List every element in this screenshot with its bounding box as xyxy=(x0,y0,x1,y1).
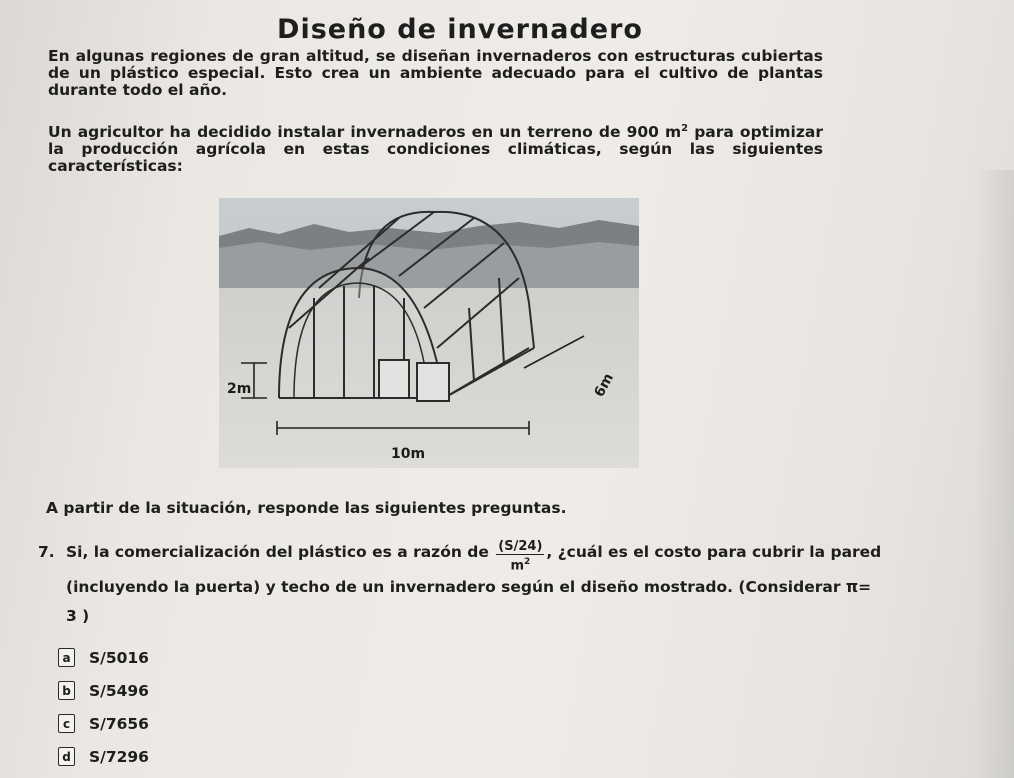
question-text-before: Si, la comercialización del plástico es a razón de xyxy=(66,543,495,561)
area-exponent: 2 xyxy=(681,123,689,134)
page-title: Diseño de invernadero xyxy=(277,14,643,45)
option-text: S/5496 xyxy=(89,681,149,700)
price-fraction xyxy=(496,540,544,573)
option-c[interactable] xyxy=(58,707,149,740)
depth-label: 6m xyxy=(591,370,617,400)
area-value: 900 xyxy=(626,123,659,142)
greenhouse-figure xyxy=(219,198,639,468)
question-7 xyxy=(38,538,883,631)
intro-p2-before: Un agricultor ha decidido instalar invernaderos en un terreno de xyxy=(48,123,627,142)
option-d[interactable] xyxy=(58,740,149,773)
intro-paragraph-2 xyxy=(48,120,823,175)
option-letter-box: b xyxy=(58,681,75,700)
fraction-denominator-unit: m xyxy=(510,558,524,573)
length-label: 10m xyxy=(391,446,426,462)
option-letter-box: a xyxy=(58,648,75,667)
instructions: A partir de la situación, responde las siguientes preguntas. xyxy=(46,499,567,517)
greenhouse-illustration xyxy=(219,198,639,468)
fraction-denominator xyxy=(496,555,544,573)
question-text xyxy=(66,538,883,631)
answer-options xyxy=(58,641,149,773)
question-text-after: , ¿cuál es el costo para cubrir la pared (incluyendo la puerta) y techo de un invernadero según el diseño mostrado. (Considerar π= 3 ) xyxy=(66,543,882,625)
option-letter-box: c xyxy=(58,714,75,733)
area-unit: m xyxy=(665,123,682,142)
page-edge-shadow xyxy=(974,170,1014,778)
fraction-numerator: (S/24) xyxy=(498,538,543,554)
intro-paragraph-1: En algunas regiones de gran altitud, se diseñan invernaderos con estructuras cubiertas de un plástico especial. Esto crea un ambiente adecuado para el cultivo de plantas durante todo el año. xyxy=(48,47,823,99)
height-label: 2m xyxy=(227,381,252,397)
option-text: S/7296 xyxy=(89,747,149,766)
option-letter-box: d xyxy=(58,747,75,766)
intro-p2-after: para optimizar la producción agrícola en estas condiciones climáticas, según las siguientes características: xyxy=(48,123,823,176)
fraction-denominator-exp: 2 xyxy=(523,556,531,567)
question-number: 7. xyxy=(38,543,55,561)
option-text: S/5016 xyxy=(89,648,149,667)
option-text: S/7656 xyxy=(89,714,149,733)
option-a[interactable] xyxy=(58,641,149,674)
option-b[interactable] xyxy=(58,674,149,707)
